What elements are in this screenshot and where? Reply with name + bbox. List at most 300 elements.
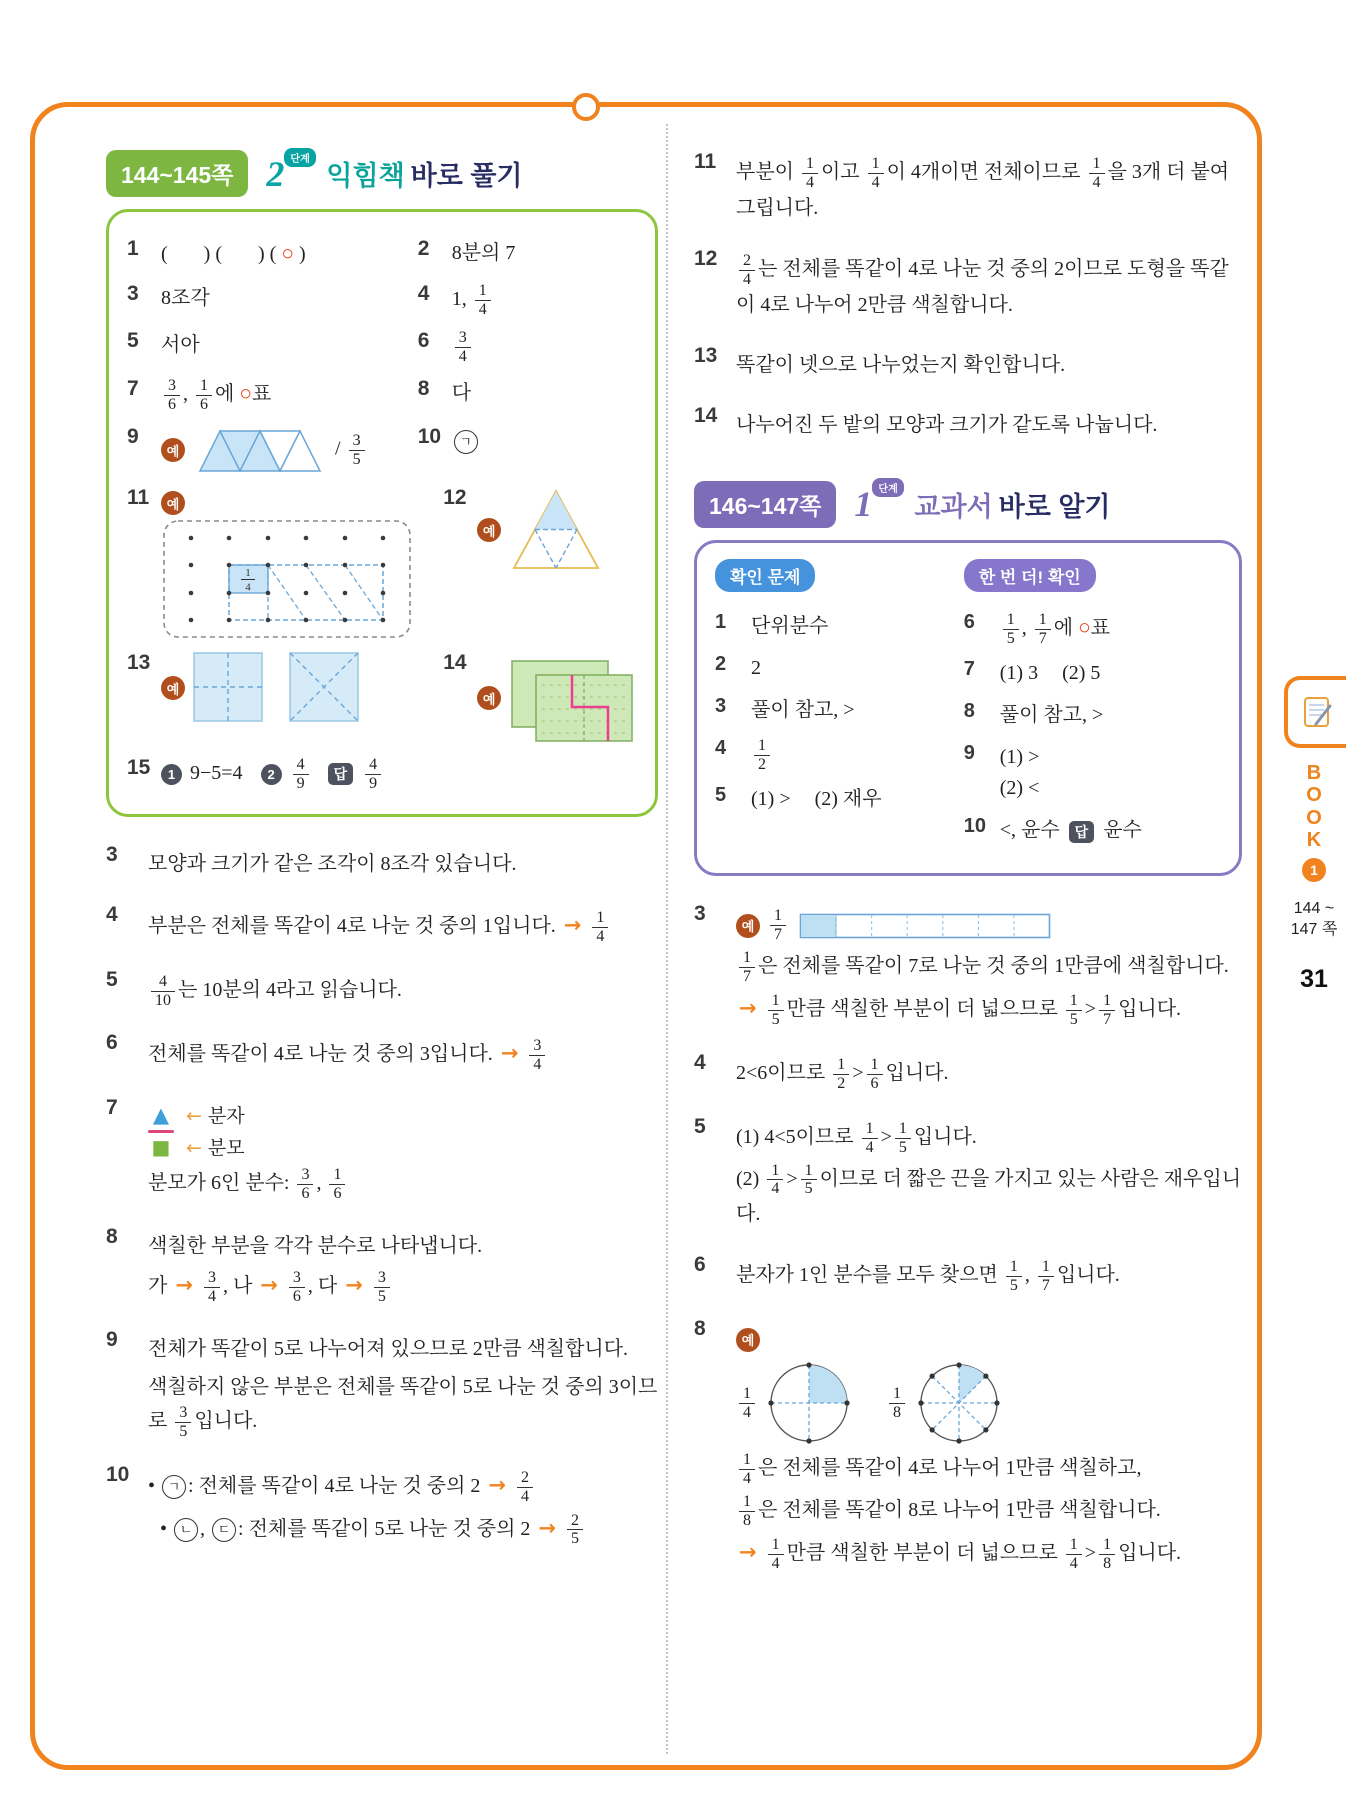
item-text (736, 1051, 1242, 1098)
item-number: 3 (106, 842, 118, 866)
item-answer: 서아 (161, 334, 200, 357)
denominator: 4 (739, 1469, 755, 1488)
circle-mark-icon: ○ (281, 241, 295, 265)
item-text (148, 1225, 658, 1311)
answer-item (127, 329, 418, 361)
field-division-figure (508, 651, 636, 745)
answer-item (964, 611, 1221, 648)
example-badge: 예 (477, 686, 501, 710)
text-line: $\frac{1}{4}$ 은 전체를 똑같이 4로 나누어 1만큼 색칠하고, (736, 1451, 1242, 1488)
item-text (736, 1115, 1242, 1237)
denominator: 4 (204, 1287, 220, 1306)
denominator-square-icon: ■ (151, 1135, 171, 1160)
item-answer: 8조각 (161, 286, 210, 309)
text-line: 전체를 똑같이 4로 나눈 것 중의 3입니다. → $\frac{3}{4}$ (148, 1036, 658, 1074)
fraction (739, 1493, 755, 1530)
item-text (148, 1031, 658, 1079)
item-number: 8 (417, 377, 430, 401)
numerator: 1 (1069, 1535, 1078, 1553)
item-answer: (1) > (2) 재우 (751, 788, 882, 811)
answer-row (127, 425, 637, 475)
denominator: 6 (164, 395, 180, 414)
arrow-icon: → (563, 912, 582, 937)
page-number: 31 (1300, 964, 1328, 993)
denominator: 5 (895, 1138, 911, 1157)
text-line: (2) $\frac{1}{4}$ > $\frac{1}{5}$ 이므로 더 짧은 끈을 가지고 있는 사람은 재우입니다. (736, 1161, 1242, 1226)
workbook-explanations-continued (694, 150, 1242, 447)
page-range-badge: 146~147쪽 (694, 481, 836, 528)
numerator: 1 (871, 155, 880, 172)
answer-item (443, 651, 637, 745)
confirm-problems-column (715, 559, 948, 858)
item-number: 12 (443, 486, 467, 510)
answer-item (443, 486, 637, 574)
answer-item (715, 653, 948, 684)
arrow-icon: → (488, 1472, 507, 1497)
numerator: 1 (758, 736, 766, 754)
book-letter: K (1306, 829, 1322, 852)
item-answer (452, 425, 480, 457)
step-label: 단계 (872, 478, 903, 497)
step-number: 2 (266, 153, 285, 194)
item-number: 4 (106, 902, 118, 926)
numerator: 1 (1103, 992, 1112, 1010)
denominator: 6 (867, 1074, 883, 1093)
fraction (768, 1536, 784, 1573)
answer-badge: 답 (328, 763, 354, 785)
answer-item (127, 756, 637, 793)
denominator: 6 (196, 395, 212, 414)
fraction (862, 1120, 878, 1157)
explanation-item (694, 1051, 1242, 1098)
fraction (802, 155, 818, 192)
explanation-item (694, 344, 1242, 387)
item-answer: 풀이 참고, > (999, 704, 1104, 727)
fraction (868, 155, 884, 192)
text-line: • ㄱ : 전체를 똑같이 4로 나눈 것 중의 2 → $\frac{2}{4}$ (148, 1468, 658, 1506)
numerator: 2 (571, 1511, 580, 1529)
denominator: 7 (1035, 629, 1051, 648)
numerator: 2 (743, 251, 751, 269)
text-line (736, 907, 1242, 944)
explanation-item (694, 247, 1242, 327)
item-number: 10 (417, 425, 442, 449)
item-answer: 1 9−5=4 2 $\frac{4}{9}$ 답 $\frac{4}{9}$ (161, 756, 384, 793)
numerator: 1 (1103, 1535, 1112, 1553)
explanation-item (694, 404, 1242, 447)
answer-item (127, 425, 418, 475)
denominator: 2 (754, 755, 770, 774)
item-answer: ( ) ( ) ( ○ ) (161, 241, 306, 265)
book-number-badge: 1 (1302, 858, 1326, 882)
item-number: 8 (963, 700, 975, 723)
section-title (326, 154, 522, 193)
item-number: 7 (127, 377, 139, 401)
item-number: 11 (127, 486, 150, 510)
item-number: 6 (963, 610, 975, 633)
explanation-item (106, 968, 658, 1015)
denominator: 10 (151, 991, 175, 1010)
shape-fraction (148, 1103, 174, 1160)
item-number: 3 (127, 281, 139, 305)
numerator-text: 분자 (207, 1106, 245, 1128)
item-text (736, 344, 1242, 387)
numerator: 3 (458, 329, 467, 347)
denominator: 6 (329, 1184, 345, 1203)
svg-text:4: 4 (245, 581, 251, 594)
fraction (767, 1162, 783, 1199)
item-text (736, 1317, 1242, 1577)
left-column (106, 150, 658, 1570)
eighth-circle-figure (916, 1360, 1002, 1446)
item-number: 2 (417, 237, 430, 260)
fraction (374, 1269, 390, 1306)
step-number-badge: 1 (161, 764, 182, 785)
explanation-item (106, 1328, 658, 1446)
item-text (148, 843, 658, 886)
explanation-item (106, 843, 658, 886)
fraction (592, 909, 608, 946)
example-badge: 예 (477, 518, 501, 542)
item-answer: $\frac{3}{6}$ , $\frac{1}{6}$ 에 ○표 (161, 377, 271, 414)
explanation-item (106, 1096, 658, 1208)
arrow-icon: → (260, 1273, 278, 1298)
fraction (1099, 992, 1115, 1029)
denominator: 7 (739, 967, 755, 986)
circled-letter: ㄱ (162, 1475, 186, 1499)
answer-item (964, 815, 1221, 846)
quarter-circle-figure (766, 1360, 852, 1446)
step-label: 단계 (284, 148, 315, 167)
item-number: 1 (715, 610, 727, 633)
item-number: 11 (694, 150, 717, 173)
text-line: $\frac{1}{8}$ 은 전체를 똑같이 8로 나누어 1만큼 색칠합니다. (736, 1493, 1242, 1530)
item-number: 12 (694, 246, 718, 270)
numerator: 1 (743, 1384, 751, 1402)
item-answer (161, 651, 360, 725)
denominator: 4 (767, 1179, 783, 1198)
answer-row (127, 651, 637, 745)
denominator: 8 (739, 1511, 755, 1530)
fraction (1099, 1536, 1115, 1573)
fraction-bar (148, 1130, 174, 1133)
fraction (475, 282, 491, 319)
arrow-icon: → (739, 996, 757, 1021)
denominator: 5 (1006, 1276, 1022, 1295)
text-line: $\frac{1}{7}$ 은 전체를 똑같이 7로 나눈 것 중의 1만큼에 색칠합니다. (736, 949, 1242, 986)
left-arrow-icon: ← (186, 1136, 202, 1159)
text-line: $\frac{2}{4}$ 는 전체를 똑같이 4로 나눈 것 중의 2이므로 도형을 똑같이 4로 나누어 2만큼 색칠합니다. (736, 251, 1229, 316)
item-text (148, 968, 658, 1015)
explanation-item (106, 1225, 658, 1311)
item-number: 13 (694, 343, 718, 367)
fraction (175, 1404, 191, 1441)
denominator: 4 (862, 1138, 878, 1157)
once-more-items (964, 611, 1221, 847)
item-number: 9 (127, 425, 139, 449)
denominator: 5 (175, 1422, 191, 1441)
numerator: 1 (865, 1119, 874, 1137)
text-line: 나누어진 두 밭의 모양과 크기가 같도록 나눕니다. (736, 413, 1158, 436)
denominator: 4 (802, 173, 818, 192)
item-number: 9 (963, 742, 975, 765)
denominator: 5 (567, 1529, 583, 1548)
fraction (754, 737, 770, 774)
item-number: 9 (106, 1327, 118, 1351)
fraction (289, 1269, 305, 1306)
denominator: 7 (770, 925, 786, 944)
denominator-text: 분모 (207, 1137, 245, 1159)
answer-row (127, 756, 637, 793)
left-arrow-icon: ← (186, 1105, 202, 1128)
denominator: 4 (739, 1403, 755, 1422)
answer-item (964, 700, 1221, 731)
item-answer: 단위분수 (751, 614, 829, 637)
fraction (1003, 611, 1019, 648)
item-number: 4 (694, 1050, 706, 1074)
item-answer: 예 / $\frac{3}{5}$ (161, 425, 368, 475)
denominator: 5 (1066, 1010, 1082, 1029)
fraction (739, 1385, 755, 1422)
numerator: 1 (1006, 610, 1015, 628)
example-badge: 예 (161, 438, 185, 462)
fraction (889, 1385, 905, 1422)
text-line: 부분은 전체를 똑같이 4로 나눈 것 중의 1입니다. → $\frac{1}{4}$ (148, 908, 658, 946)
item-number: 1 (127, 237, 139, 260)
textbook-answer-box (694, 540, 1242, 877)
explanation-item (694, 1253, 1242, 1300)
range-end: 147 (1290, 921, 1318, 939)
text-line: 색칠한 부분을 각각 분수로 나타냅니다. (148, 1235, 483, 1258)
answer-item (127, 377, 418, 414)
numerator: 3 (179, 1403, 188, 1421)
denominator: 4 (868, 173, 884, 192)
answer-item (964, 742, 1221, 804)
numerator: 1 (774, 907, 782, 925)
item-answer: 풀이 참고, > (751, 698, 855, 721)
fraction (1035, 611, 1051, 648)
book-letter: O (1306, 784, 1322, 807)
numerator: 1 (898, 1119, 907, 1137)
item-number: 3 (715, 694, 727, 717)
fraction (293, 756, 309, 793)
workbook-explanations (106, 843, 658, 1554)
numerator: 1 (771, 1535, 780, 1553)
numerator: 1 (870, 1055, 879, 1073)
page-range-badge: 144~145쪽 (106, 150, 248, 197)
item-number: 14 (694, 403, 718, 427)
once-more-label: 한 번 더! 확인 (964, 559, 1096, 592)
text-line: • ㄴ , ㄷ : 전체를 똑같이 5로 나눈 것 중의 2 → $\frac{2}{5}$ (160, 1511, 658, 1549)
text-line: (1) 4<5이므로 $\frac{1}{4}$ > $\frac{1}{5}$ 입니다. (736, 1119, 977, 1156)
item-number: 5 (106, 967, 118, 991)
item-number: 14 (443, 651, 467, 675)
text-line: $\frac{4}{10}$ 는 10분의 4라고 읽습니다. (148, 973, 658, 1010)
denominator: 4 (739, 270, 755, 289)
text-line (736, 1322, 1242, 1355)
item-text (736, 902, 1242, 1033)
answer-row (127, 237, 637, 271)
book-sidebar (1284, 762, 1344, 994)
item-text (736, 150, 1242, 230)
item-number: 6 (694, 1253, 706, 1277)
text-line (148, 1101, 658, 1161)
answer-item (964, 658, 1221, 689)
numerator: 2 (521, 1468, 530, 1486)
fraction-bar-figure (799, 913, 1051, 939)
section-title (914, 485, 1110, 524)
circled-letter: ㄱ (454, 430, 478, 454)
answer-item (715, 737, 948, 774)
fraction (517, 1469, 533, 1506)
numerator: 1 (1092, 155, 1101, 172)
answer-item (127, 282, 418, 314)
denominator: 4 (592, 927, 608, 946)
item-number: 8 (694, 1317, 706, 1341)
step-2-icon (266, 153, 312, 194)
fraction (1089, 155, 1105, 192)
numerator: 3 (533, 1037, 542, 1055)
fraction (867, 1056, 883, 1093)
answer-row (127, 486, 637, 640)
divided-squares-figure (192, 651, 360, 725)
step-number: 1 (854, 484, 873, 525)
denominator: 5 (374, 1287, 390, 1306)
item-answer (161, 486, 443, 640)
text-line: 분모가 6인 분수: $\frac{3}{6}$ , $\frac{1}{6}$ (148, 1166, 658, 1203)
fraction (204, 1269, 220, 1306)
section-title-main: 교과서 (914, 491, 993, 522)
item-number: 15 (127, 756, 151, 780)
item-answer (751, 737, 773, 774)
numerator: 4 (159, 972, 167, 990)
once-more-column (964, 559, 1221, 858)
arrow-icon: → (500, 1041, 519, 1066)
text-line: 2<6이므로 $\frac{1}{2}$ > $\frac{1}{6}$ 입니다. (736, 1055, 949, 1092)
item-answer (477, 486, 604, 574)
numerator: 1 (771, 1161, 780, 1179)
denominator: 6 (297, 1184, 313, 1203)
book-letter: O (1306, 806, 1322, 829)
step-1-icon (854, 484, 900, 525)
arrow-icon: → (739, 1539, 757, 1564)
text-line: → $\frac{1}{5}$ 만큼 색칠한 부분이 더 넓으므로 $\frac{1}{5}$ > $\frac{1}{7}$ 입니다. (739, 992, 1182, 1028)
item-text (148, 1328, 658, 1446)
text-line (736, 1360, 1242, 1446)
page-range-vertical (1284, 898, 1344, 941)
denominator: 4 (768, 1554, 784, 1573)
item-number: 5 (715, 784, 727, 807)
numerator: 1 (743, 949, 751, 967)
text-line: 부분이 $\frac{1}{4}$ 이고 $\frac{1}{4}$ 이 4개이면 전체이므로 $\frac{1}{4}$ 을 3개 더 붙여 그립니다. (736, 155, 1230, 219)
fraction (768, 992, 784, 1029)
numerator: 3 (377, 1269, 386, 1287)
item-number: 4 (715, 736, 727, 759)
numerator: 1 (743, 1492, 751, 1510)
fraction (349, 432, 365, 469)
answer-item (418, 237, 637, 269)
answer-item (418, 425, 637, 457)
fraction (455, 329, 471, 366)
answer-badge: 답 (1069, 821, 1095, 843)
section-header-textbook (694, 481, 1242, 528)
item-answer: $\frac{1}{5}$ , $\frac{1}{7}$ 에 ○표 (1000, 611, 1110, 648)
confirm-problems-items (715, 611, 948, 816)
denominator: 5 (801, 1179, 817, 1198)
denominator: 4 (1066, 1554, 1082, 1573)
explanation-item (106, 1031, 658, 1079)
denominator: 4 (455, 347, 471, 366)
explanation-item (694, 1317, 1242, 1577)
item-number: 2 (715, 652, 727, 675)
item-text (736, 247, 1242, 327)
fraction (1066, 1536, 1082, 1573)
explanation-item (694, 150, 1242, 230)
fraction (801, 1162, 817, 1199)
right-column (694, 150, 1242, 1595)
section-title-main: 익힘책 (326, 161, 405, 191)
fraction (365, 756, 381, 793)
denominator: 8 (889, 1403, 905, 1422)
fraction (770, 907, 786, 944)
numerator-denominator-diagram (148, 1101, 245, 1161)
numerator: 1 (1069, 992, 1078, 1010)
section-title-sub: 바로 풀기 (410, 161, 523, 191)
denominator: 2 (833, 1074, 849, 1093)
denominator: 9 (293, 774, 309, 793)
denominator: 7 (1038, 1276, 1054, 1295)
column-divider (666, 124, 668, 1754)
numerator: 1 (743, 1451, 751, 1469)
fraction (297, 1166, 313, 1203)
fraction (196, 377, 212, 414)
item-answer: 8분의 7 (451, 242, 516, 264)
numerator: 1 (771, 992, 780, 1010)
explanation-item (694, 1115, 1242, 1237)
item-answer: (1) > (2) < (999, 746, 1040, 800)
item-text (736, 1253, 1242, 1300)
fraction (1006, 1258, 1022, 1295)
fraction (1066, 992, 1082, 1029)
numerator: 3 (301, 1166, 310, 1184)
textbook-explanations (694, 902, 1242, 1577)
circle-mark-icon: ○ (239, 381, 253, 406)
text-line: 똑같이 넷으로 나누었는지 확인합니다. (736, 353, 1066, 376)
fraction (151, 973, 175, 1010)
item-answer (452, 329, 474, 366)
numerator: 1 (805, 155, 814, 172)
range-start: 144 (1293, 899, 1321, 917)
fraction (739, 1451, 755, 1488)
denominator: 5 (1003, 629, 1019, 648)
denominator: 9 (365, 774, 381, 793)
fraction (739, 949, 755, 986)
fraction (567, 1512, 583, 1549)
workbook-answer-box (106, 209, 658, 817)
fraction (833, 1056, 849, 1093)
answer-row (127, 377, 637, 414)
numerator: 4 (296, 756, 305, 774)
denominator: 6 (289, 1287, 305, 1306)
answer-item (715, 695, 948, 726)
numerator: 1 (804, 1161, 813, 1179)
memo-icon (1300, 695, 1334, 729)
text-line: 색칠하지 않은 부분은 전체를 똑같이 5로 나눈 것 중의 3이므로 $\frac{3}{5}$ 입니다. (148, 1375, 658, 1440)
circled-letter: ㄷ (212, 1518, 236, 1542)
denominator: 4 (529, 1055, 545, 1074)
svg-text:1: 1 (245, 567, 251, 580)
numerator: 1 (478, 281, 487, 299)
